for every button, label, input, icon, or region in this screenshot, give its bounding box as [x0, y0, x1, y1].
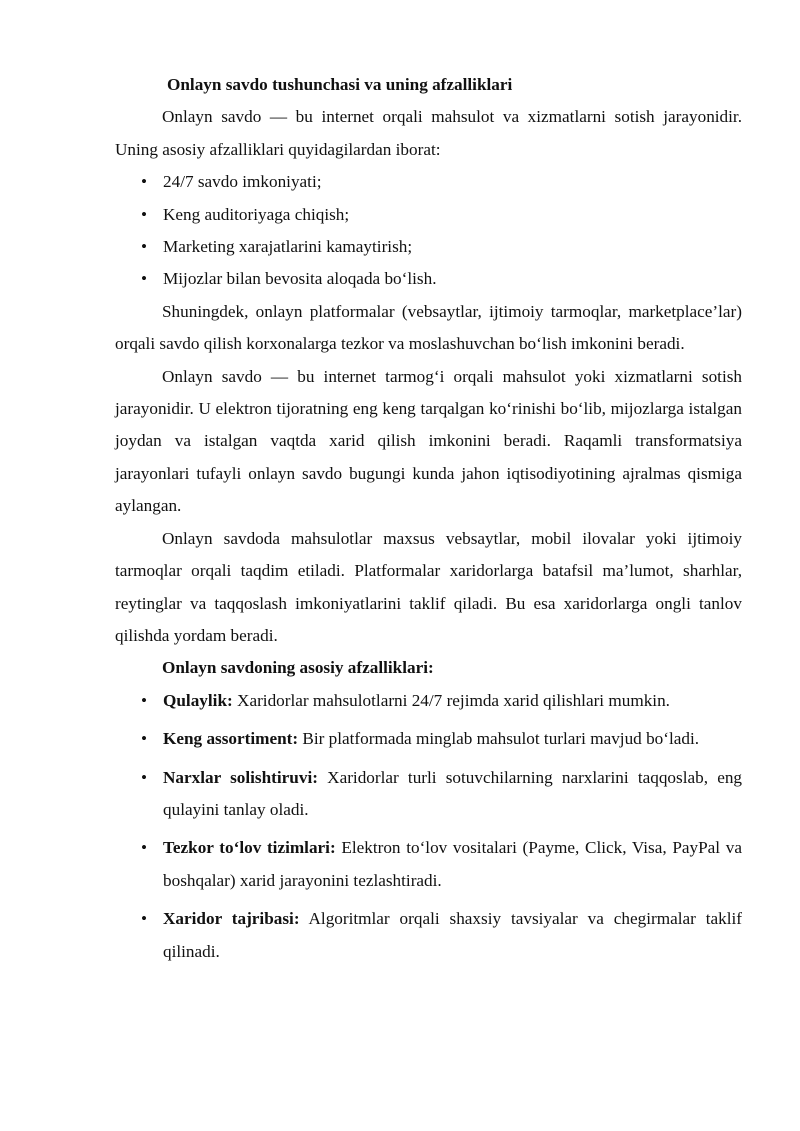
list-item-text: 24/7 savdo imkoniyati; [163, 172, 322, 192]
advantage-text: Xaridorlar turli sotuvchilarning narxlarini taqqoslab, eng qulayini tanlay oladi. [163, 767, 743, 819]
bullet-icon: • [140, 269, 148, 289]
advantages-list [115, 685, 742, 968]
advantage-text: Elektron to‘lov vositalari (Payme, Click, Visa, PayPal va boshqalar) xarid jarayonini tezlashtiradi. [163, 838, 742, 890]
list-item [115, 231, 742, 263]
bullet-icon: • [140, 237, 148, 257]
advantage-text: Xaridorlar mahsulotlarni 24/7 rejimda xarid qilishlari mumkin. [237, 690, 670, 710]
body-paragraph-definition: Onlayn savdo — bu internet tarmog‘i orqali mahsulot yoki xizmatlarni sotish jarayonidir. U elektron tijoratning eng keng tarqalgan ko‘rinishi bo‘lib, mijozlarga istalgan joydan va istalgan vaqtda xarid qilish imkonini beradi. Raqamli transformatsiya jarayonlari tufayli onlayn savdo bugungi kunda jahon iqtisodiyotining ajralmas qismiga aylangan. [115, 366, 742, 516]
advantage-text: Bir platformada minglab mahsulot turlari mavjud bo‘ladi. [302, 729, 700, 749]
body-paragraph-channels: Onlayn savdoda mahsulotlar maxsus vebsaytlar, mobil ilovalar yoki ijtimoiy tarmoqlar orqali taqdim etiladi. Platformalar xaridorlarga batafsil ma’lumot, sharhlar, reytinglar va taqqoslash imkoniyatlarini taklif qiladi. Bu esa xaridorlarga ongli tanlov qilishda yordam beradi. [115, 528, 742, 645]
advantage-item [115, 903, 742, 968]
advantage-term: Tezkor to‘lov tizimlari: [163, 838, 336, 858]
bullet-icon: • [140, 729, 148, 749]
advantage-term: Keng assortiment: [163, 729, 299, 749]
list-item-text: Mijozlar bilan bevosita aloqada bo‘lish. [163, 269, 437, 289]
intro-paragraph: Onlayn savdo — bu internet orqali mahsulot va xizmatlarni sotish jarayonidir. Uning asosiy afzalliklari quyidagilardan iborat: [115, 107, 742, 159]
bullet-icon: • [140, 767, 148, 787]
advantages-heading: Onlayn savdoning asosiy afzalliklari: [162, 658, 434, 678]
bullet-icon: • [140, 690, 148, 710]
advantage-item [115, 723, 742, 755]
advantage-item [115, 762, 742, 827]
document-title: Onlayn savdo tushunchasi va uning afzalliklari [167, 75, 513, 94]
advantage-item [115, 685, 742, 717]
list-item [115, 199, 742, 231]
list-item [115, 166, 742, 198]
advantage-term: Narxlar solishtiruvi: [163, 767, 318, 787]
list-item [115, 263, 742, 295]
body-paragraph-platforms: Shuningdek, onlayn platformalar (vebsaytlar, ijtimoiy tarmoqlar, marketplace’lar) orqali savdo qilish korxonalarga tezkor va moslashuvchan bo‘lish imkonini beradi. [115, 301, 742, 354]
list-item-text: Marketing xarajatlarini kamaytirish; [163, 237, 413, 257]
advantage-term: Xaridor tajribasi: [163, 909, 300, 929]
bullet-icon: • [140, 204, 148, 224]
advantage-item [115, 832, 742, 897]
list-item-text: Keng auditoriyaga chiqish; [163, 204, 350, 224]
bullet-icon: • [140, 909, 148, 929]
bullet-icon: • [140, 172, 148, 192]
basic-advantages-list [115, 166, 742, 296]
advantage-term: Qulaylik: [163, 690, 233, 710]
document-body [115, 69, 742, 968]
bullet-icon: • [140, 838, 148, 858]
advantage-text: Algoritmlar orqali shaxsiy tavsiyalar va chegirmalar taklif qilinadi. [163, 909, 742, 961]
